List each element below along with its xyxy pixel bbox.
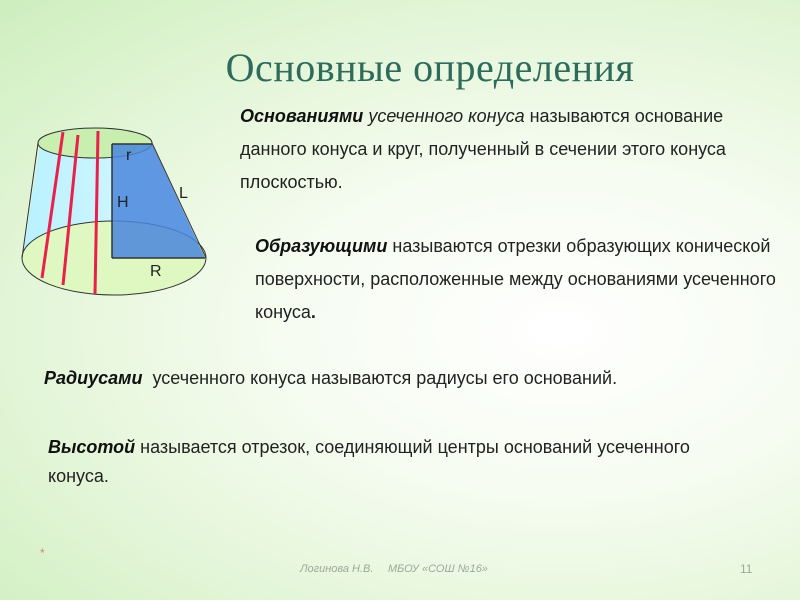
definition-height xyxy=(48,433,748,491)
radii-text: усеченного конуса называются радиусы его оснований. xyxy=(142,368,618,388)
bases-text: называются основание данного конуса и круг, полученный в сечении этого конуса плоскостью. xyxy=(240,106,726,192)
definition-bases xyxy=(240,100,760,199)
slide-number: 11 xyxy=(740,562,753,576)
height-text: называется отрезок, соединяющий центры оснований усеченного конуса. xyxy=(48,437,690,486)
bases-italic: усеченного конуса xyxy=(368,106,525,126)
term-generators: Образующими xyxy=(255,236,388,256)
label-L: L xyxy=(179,185,188,202)
term-height: Высотой xyxy=(48,437,136,457)
label-H: H xyxy=(117,194,129,211)
definition-radii xyxy=(44,362,774,395)
term-radii: Радиусами xyxy=(44,368,143,388)
term-bases: Основаниями xyxy=(240,106,364,126)
label-R: R xyxy=(150,263,162,280)
footer-author: Логинова Н.В. xyxy=(300,563,374,575)
generators-text: называются отрезки образующих конической поверхности, расположенные между основаниями усеченного конуса xyxy=(255,236,776,322)
label-r: r xyxy=(126,147,132,164)
generators-end: . xyxy=(310,302,316,322)
slide-title: Основные определения xyxy=(225,45,635,90)
footer-school: МБОУ «СОШ №16» xyxy=(388,563,488,575)
footer-star: * xyxy=(40,546,45,560)
definition-generators xyxy=(255,230,785,329)
